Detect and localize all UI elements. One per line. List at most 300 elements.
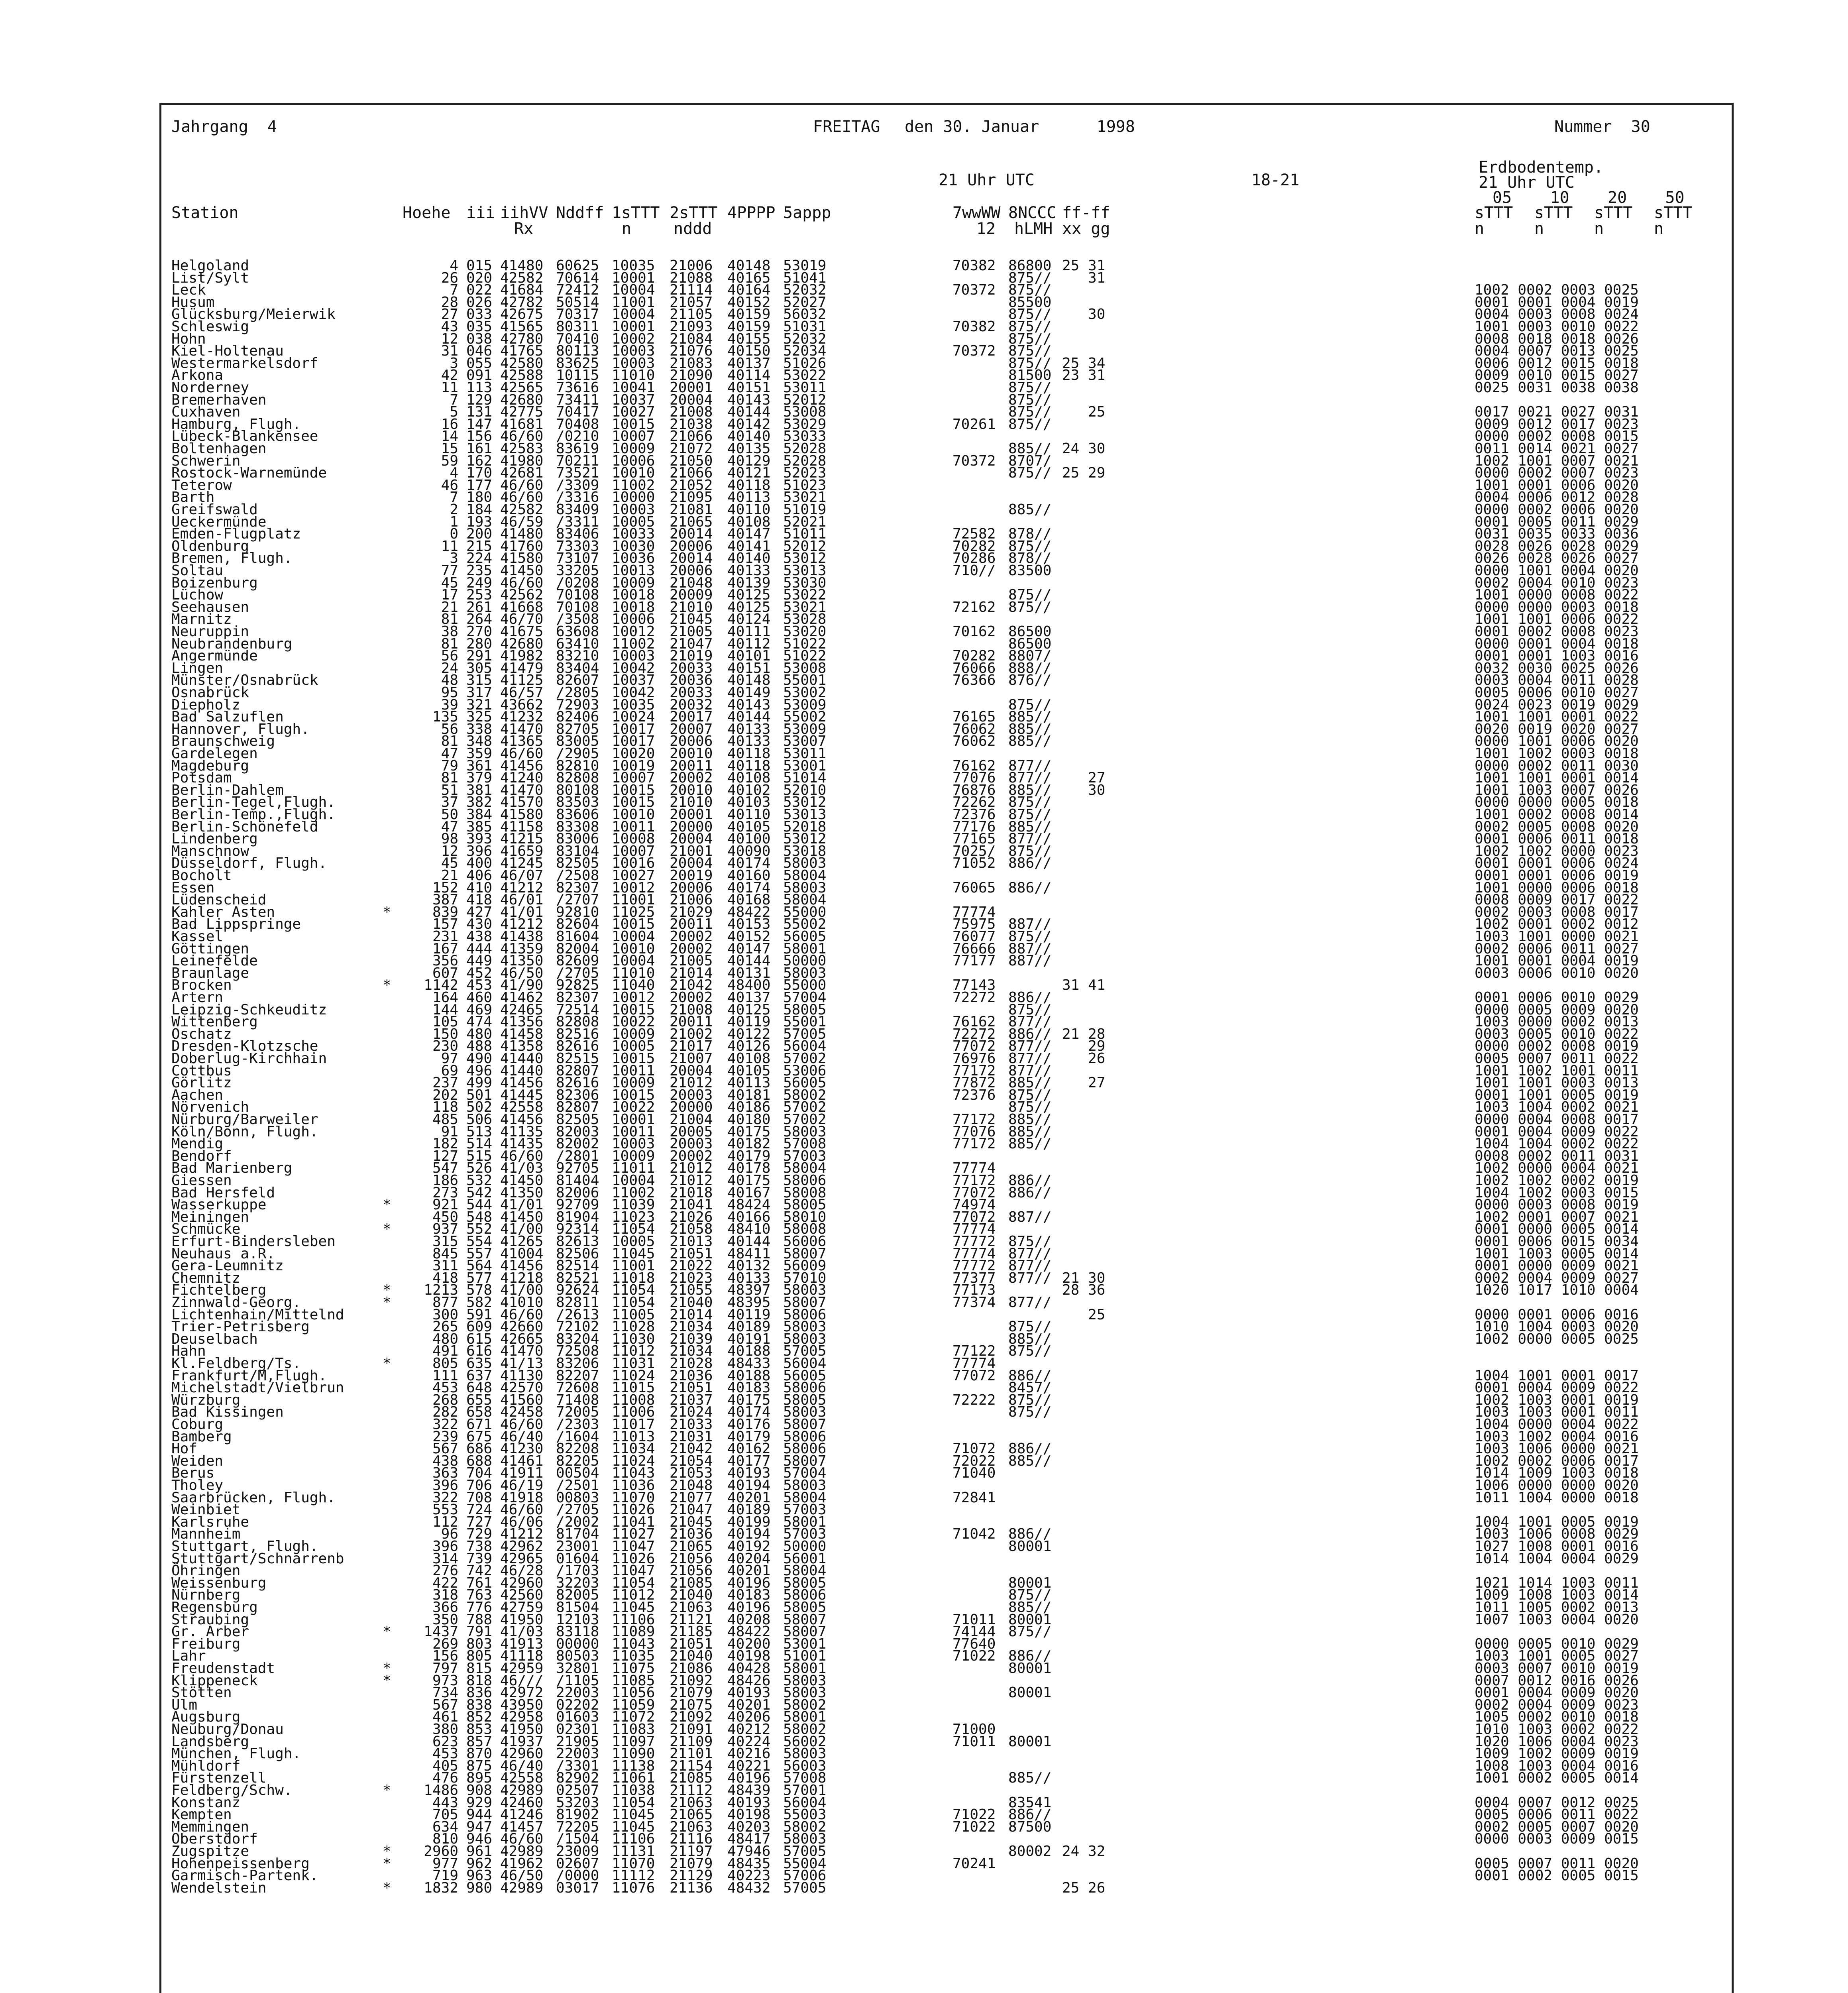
8nccc-value: 80001 — [1008, 1660, 1052, 1677]
8nccc-value: 885// — [1008, 1075, 1052, 1091]
iihvv-value: 41/00 — [500, 1282, 544, 1298]
2sttt-value: 21054 — [670, 1453, 713, 1469]
4pppp-value: 40139 — [727, 575, 771, 591]
jahrgang-label: Jahrgang 4 — [171, 118, 277, 136]
nddff-value: 63608 — [556, 623, 599, 640]
station-name: Cuxhaven — [171, 404, 241, 420]
8nccc-value: 877// — [1008, 770, 1052, 786]
iihvv-value: 42562 — [500, 587, 544, 603]
hoehe-value: 350 — [432, 1612, 458, 1628]
4pppp-value: 40186 — [727, 1099, 771, 1115]
hoehe-value: 48 — [441, 672, 458, 688]
5appp-value: 57004 — [783, 989, 827, 1006]
iii-value: 946 — [466, 1831, 493, 1847]
iii-value: 805 — [466, 1648, 493, 1664]
4pppp-value: 48400 — [727, 977, 771, 993]
1sttt-value: 11054 — [612, 1294, 655, 1311]
5appp-value: 53012 — [783, 794, 827, 810]
4pppp-value: 48417 — [727, 1831, 771, 1847]
5appp-value: 58002 — [783, 1819, 827, 1835]
soil-temp-value: 1003 1006 0008 0029 — [1475, 1526, 1639, 1542]
station-name: Oldenburg — [171, 538, 249, 554]
7wwww-value: 77072 — [952, 1185, 996, 1201]
1sttt-value: 10015 — [612, 916, 655, 932]
hoehe-value: 39 — [441, 697, 458, 713]
station-name: Berlin-Temp.,Flugh. — [171, 806, 336, 823]
5appp-value: 52010 — [783, 782, 827, 798]
soil-temp-value: 0004 0007 0013 0025 — [1475, 343, 1639, 359]
5appp-value: 58006 — [783, 1587, 827, 1603]
nddff-value: 82616 — [556, 1075, 599, 1091]
2sttt-value: 21002 — [670, 1026, 713, 1042]
2sttt-value: 20004 — [670, 855, 713, 871]
nddff-value: 70410 — [556, 331, 599, 347]
soil-temp-value: 1002 1002 0002 0019 — [1475, 1172, 1639, 1189]
2sttt-value: 21047 — [670, 636, 713, 652]
iii-value: 038 — [466, 331, 493, 347]
nddff-value: /2805 — [556, 684, 599, 701]
iihvv-value: 42675 — [500, 306, 544, 322]
soil-temp-value: 0002 0004 0010 0023 — [1475, 575, 1639, 591]
4pppp-value: 40428 — [727, 1660, 771, 1677]
1sttt-value: 10009 — [612, 1148, 655, 1164]
8nccc-value: 86500 — [1008, 623, 1052, 640]
5appp-value: 58001 — [783, 1514, 827, 1530]
station-name: Mühldorf — [171, 1758, 241, 1774]
soil-temp-value: 1008 1003 0004 0016 — [1475, 1758, 1639, 1774]
4pppp-value: 40140 — [727, 550, 771, 566]
8nccc-value: 875// — [1008, 843, 1052, 859]
mountain-marker: * — [383, 1294, 391, 1311]
iihvv-value: 46/60 — [500, 1502, 544, 1518]
7wwww-value: 71011 — [952, 1734, 996, 1750]
8nccc-value: 875// — [1008, 270, 1052, 286]
1sttt-value: 11131 — [612, 1843, 655, 1859]
8nccc-value: 80001 — [1008, 1538, 1052, 1555]
1sttt-value: 11138 — [612, 1758, 655, 1774]
iihvv-value: 41215 — [500, 831, 544, 847]
nddff-value: /2002 — [556, 1514, 599, 1530]
iii-value: 729 — [466, 1526, 493, 1542]
5appp-value: 57005 — [783, 1843, 827, 1859]
station-name: Cottbus — [171, 1063, 232, 1079]
nddff-value: 71408 — [556, 1392, 599, 1408]
nddff-value: /0000 — [556, 1867, 599, 1884]
hoehe-value: 1142 — [424, 977, 458, 993]
nddff-value: 01603 — [556, 1709, 599, 1725]
nddff-value: 83619 — [556, 440, 599, 457]
nddff-value: 23001 — [556, 1538, 599, 1555]
8nccc-value: 886// — [1008, 1648, 1052, 1664]
5appp-value: 58006 — [783, 1380, 827, 1396]
2sttt-value: 21026 — [670, 1209, 713, 1225]
7wwww-value: 76366 — [952, 672, 996, 688]
2sttt-value: 21033 — [670, 1416, 713, 1433]
iii-value: 180 — [466, 489, 493, 505]
1sttt-value: 11015 — [612, 1380, 655, 1396]
soil-temp-value: 1002 0000 0005 0025 — [1475, 1331, 1639, 1347]
1sttt-value: 11085 — [612, 1673, 655, 1689]
2sttt-value: 21053 — [670, 1465, 713, 1481]
2sttt-value: 21045 — [670, 1514, 713, 1530]
5appp-value: 58003 — [783, 1673, 827, 1689]
station-name: Diepholz — [171, 697, 241, 713]
iii-value: 552 — [466, 1221, 493, 1237]
hoehe-value: 300 — [432, 1307, 458, 1323]
station-name: Husum — [171, 294, 215, 311]
4pppp-value: 40175 — [727, 1124, 771, 1140]
iihvv-value: 41365 — [500, 733, 544, 749]
hoehe-value: 202 — [432, 1087, 458, 1103]
5appp-value: 53001 — [783, 758, 827, 774]
5appp-value: 56004 — [783, 1794, 827, 1811]
iihvv-value: 42465 — [500, 1002, 544, 1018]
iii-value: 870 — [466, 1745, 493, 1762]
8nccc-value: 85500 — [1008, 294, 1052, 311]
hoehe-value: 156 — [432, 1648, 458, 1664]
iihvv-value: 42570 — [500, 1380, 544, 1396]
5appp-value: 58003 — [783, 1831, 827, 1847]
soil-temp-value: 1001 1001 0003 0013 — [1475, 1075, 1639, 1091]
4pppp-value: 40216 — [727, 1745, 771, 1762]
2sttt-value: 20036 — [670, 672, 713, 688]
4pppp-value: 40182 — [727, 1136, 771, 1152]
5appp-value: 58003 — [783, 1331, 827, 1347]
iii-value: 688 — [466, 1453, 493, 1469]
4pppp-value: 40198 — [727, 1806, 771, 1823]
iii-value: 235 — [466, 562, 493, 579]
iii-value: 410 — [466, 880, 493, 896]
5appp-value: 56004 — [783, 1355, 827, 1372]
hoehe-value: 237 — [432, 1075, 458, 1091]
2sttt-value: 20002 — [670, 770, 713, 786]
1sttt-value: 11047 — [612, 1563, 655, 1579]
iii-value: 393 — [466, 831, 493, 847]
table-row — [0, 1833, 1848, 1845]
5appp-value: 57005 — [783, 1343, 827, 1359]
2sttt-value: 20002 — [670, 1148, 713, 1164]
5appp-value: 53022 — [783, 587, 827, 603]
1sttt-value: 10018 — [612, 599, 655, 615]
nddff-value: 82002 — [556, 1136, 599, 1152]
iii-value: 488 — [466, 1038, 493, 1054]
4pppp-value: 40188 — [727, 1368, 771, 1384]
iii-value: 280 — [466, 636, 493, 652]
8nccc-value: 887// — [1008, 1209, 1052, 1225]
5appp-value: 55003 — [783, 1806, 827, 1823]
soil-temp-value: 1003 1002 0004 0016 — [1475, 1429, 1639, 1445]
7wwww-value: 70382 — [952, 257, 996, 274]
iii-value: 480 — [466, 1026, 493, 1042]
iii-value: 853 — [466, 1721, 493, 1737]
nddff-value: 70108 — [556, 599, 599, 615]
iii-value: 444 — [466, 941, 493, 957]
2sttt-value: 21042 — [670, 1441, 713, 1457]
hoehe-value: 50 — [441, 806, 458, 823]
1sttt-value: 10015 — [612, 1087, 655, 1103]
1sttt-value: 11012 — [612, 1587, 655, 1603]
hoehe-value: 111 — [432, 1368, 458, 1384]
soil-temp-value: 0001 0005 0011 0029 — [1475, 514, 1639, 530]
soil-temp-value: 0000 0002 0008 0015 — [1475, 428, 1639, 444]
8nccc-value: 875// — [1008, 928, 1052, 945]
soil-temp-value: 1011 1005 0002 0013 — [1475, 1599, 1639, 1616]
5appp-value: 57003 — [783, 1502, 827, 1518]
station-name: Fichtelberg — [171, 1282, 267, 1298]
4pppp-value: 40196 — [727, 1770, 771, 1786]
7wwww-value: 71022 — [952, 1819, 996, 1835]
1sttt-value: 10033 — [612, 526, 655, 542]
station-name: Brocken — [171, 977, 232, 993]
hoehe-value: 144 — [432, 1002, 458, 1018]
7wwww-value: 77172 — [952, 1136, 996, 1152]
station-name: Berlin-Tegel,Flugh. — [171, 794, 336, 810]
hoehe-value: 24 — [441, 660, 458, 676]
7wwww-value: 76065 — [952, 880, 996, 896]
7wwww-value: 77774 — [952, 1355, 996, 1372]
nddff-value: 83625 — [556, 355, 599, 371]
nddff-value: 82616 — [556, 1038, 599, 1054]
5appp-value: 53011 — [783, 379, 827, 396]
1sttt-value: 10010 — [612, 465, 655, 481]
hoehe-value: 81 — [441, 770, 458, 786]
iihvv-value: 41350 — [500, 1185, 544, 1201]
nddff-value: 72903 — [556, 697, 599, 713]
nddff-value: 82808 — [556, 1014, 599, 1030]
2sttt-value: 21121 — [670, 1612, 713, 1628]
iihvv-value: 41246 — [500, 1806, 544, 1823]
4pppp-value: 40131 — [727, 965, 771, 981]
station-name: Hamburg, Flugh. — [171, 416, 301, 432]
hoehe-value: 230 — [432, 1038, 458, 1054]
4pppp-value: 40160 — [727, 867, 771, 884]
soil-temp-value: 1002 0001 0007 0021 — [1475, 1209, 1639, 1225]
5appp-value: 53030 — [783, 575, 827, 591]
7wwww-value: 77172 — [952, 1111, 996, 1128]
table-row — [0, 257, 1848, 274]
station-name: Teterow — [171, 477, 232, 493]
nddff-value: 83006 — [556, 831, 599, 847]
iii-value: 022 — [466, 282, 493, 298]
station-name: Rostock-Warnemünde — [171, 465, 327, 481]
2sttt-value: 21012 — [670, 1160, 713, 1176]
4pppp-value: 40174 — [727, 880, 771, 896]
4pppp-value: 48433 — [727, 1355, 771, 1372]
station-name: Stuttgart, Flugh. — [171, 1538, 318, 1555]
iii-value: 215 — [466, 538, 493, 554]
2sttt-value: 20004 — [670, 1063, 713, 1079]
4pppp-value: 40112 — [727, 636, 771, 652]
7wwww-value: 72376 — [952, 1087, 996, 1103]
mountain-marker: * — [383, 1282, 391, 1298]
7wwww-value: 70241 — [952, 1855, 996, 1872]
hoehe-value: 47 — [441, 745, 458, 762]
8nccc-value: 885// — [1008, 782, 1052, 798]
iii-value: 381 — [466, 782, 493, 798]
5appp-value: 58003 — [783, 1684, 827, 1701]
soil-temp-value: 1003 1001 0005 0027 — [1475, 1648, 1639, 1664]
2sttt-value: 21012 — [670, 1075, 713, 1091]
station-name: Bad Kissingen — [171, 1404, 284, 1420]
2sttt-value: 21055 — [670, 1282, 713, 1298]
7wwww-value: 70372 — [952, 282, 996, 298]
nddff-value: 23009 — [556, 1843, 599, 1859]
iii-value: 776 — [466, 1599, 493, 1616]
iii-value: 305 — [466, 660, 493, 676]
nddff-value: /2508 — [556, 867, 599, 884]
iii-value: 348 — [466, 733, 493, 749]
2sttt-value: 21056 — [670, 1563, 713, 1579]
5appp-value: 52028 — [783, 440, 827, 457]
iihvv-value: 42680 — [500, 392, 544, 408]
iii-value: 727 — [466, 1514, 493, 1530]
col-sttt-50: sTTT — [1654, 204, 1693, 222]
soil-temp-value: 0000 0002 0011 0030 — [1475, 758, 1639, 774]
2sttt-value: 21066 — [670, 465, 713, 481]
hoehe-value: 634 — [432, 1819, 458, 1835]
7wwww-value: 71042 — [952, 1526, 996, 1542]
iii-value: 836 — [466, 1684, 493, 1701]
7wwww-value: 74974 — [952, 1197, 996, 1213]
5appp-value: 58007 — [783, 1612, 827, 1628]
4pppp-value: 40151 — [727, 660, 771, 676]
2sttt-value: 20010 — [670, 745, 713, 762]
5appp-value: 50000 — [783, 953, 827, 969]
iihvv-value: 42582 — [500, 501, 544, 518]
8nccc-value: 885// — [1008, 1331, 1052, 1347]
4pppp-value: 40201 — [727, 1490, 771, 1506]
soil-temp-value: 1004 1001 0001 0017 — [1475, 1368, 1639, 1384]
4pppp-value: 40181 — [727, 1087, 771, 1103]
hoehe-value: 51 — [441, 782, 458, 798]
ff-ff-value: 26 — [1062, 1050, 1106, 1067]
nddff-value: 82207 — [556, 1368, 599, 1384]
2sttt-value: 21029 — [670, 904, 713, 920]
4pppp-value: 40193 — [727, 1794, 771, 1811]
1sttt-value: 11089 — [612, 1623, 655, 1640]
col-sttt-05: sTTT — [1475, 204, 1513, 222]
1sttt-value: 10037 — [612, 672, 655, 688]
iii-value: 315 — [466, 672, 493, 688]
station-name: Boltenhagen — [171, 440, 267, 457]
1sttt-value: 10042 — [612, 660, 655, 676]
iihvv-value: 42665 — [500, 1331, 544, 1347]
station-name: Neuhaus a.R. — [171, 1246, 275, 1262]
4pppp-value: 40118 — [727, 745, 771, 762]
hoehe-value: 322 — [432, 1490, 458, 1506]
7wwww-value: 70286 — [952, 550, 996, 566]
soil-temp-value: 0000 0003 0009 0015 — [1475, 1831, 1639, 1847]
hoehe-value: 453 — [432, 1380, 458, 1396]
4pppp-value: 40221 — [727, 1758, 771, 1774]
2sttt-value: 21105 — [670, 306, 713, 322]
5appp-value: 56005 — [783, 1075, 827, 1091]
iii-value: 502 — [466, 1099, 493, 1115]
station-name: Berlin-Schönefeld — [171, 819, 318, 835]
iihvv-value: 41470 — [500, 1343, 544, 1359]
iihvv-value: 41/13 — [500, 1355, 544, 1372]
hoehe-value: 4 — [450, 465, 458, 481]
2sttt-value: 21072 — [670, 440, 713, 457]
5appp-value: 58003 — [783, 965, 827, 981]
7wwww-value: 70282 — [952, 648, 996, 664]
1sttt-value: 11025 — [612, 904, 655, 920]
col-n: n — [622, 220, 632, 238]
7wwww-value: 76666 — [952, 941, 996, 957]
nddff-value: 92314 — [556, 1221, 599, 1237]
2sttt-value: 21014 — [670, 965, 713, 981]
2sttt-value: 21057 — [670, 294, 713, 311]
4pppp-value: 40179 — [727, 1148, 771, 1164]
hoehe-value: 318 — [432, 1587, 458, 1603]
soil-temp-value: 0004 0007 0012 0025 — [1475, 1794, 1639, 1811]
utc-label: 21 Uhr UTC — [939, 171, 1035, 189]
5appp-value: 51031 — [783, 318, 827, 335]
iihvv-value: 42958 — [500, 1709, 544, 1725]
nddff-value: 72102 — [556, 1319, 599, 1335]
iii-value: 803 — [466, 1636, 493, 1652]
hoehe-value: 16 — [441, 416, 458, 432]
7wwww-value: 72841 — [952, 1490, 996, 1506]
hoehe-value: 443 — [432, 1794, 458, 1811]
date-label: den 30. Januar 1998 — [905, 118, 1135, 136]
hoehe-value: 95 — [441, 684, 458, 701]
hoehe-value: 37 — [441, 794, 458, 810]
iii-value: 384 — [466, 806, 493, 823]
8nccc-value: 875// — [1008, 1002, 1052, 1018]
station-name: Konstanz — [171, 1794, 241, 1811]
nddff-value: /2613 — [556, 1307, 599, 1323]
1sttt-value: 10010 — [612, 806, 655, 823]
2sttt-value: 21031 — [670, 1429, 713, 1445]
2sttt-value: 21095 — [670, 489, 713, 505]
station-name: Öhringen — [171, 1563, 241, 1579]
1sttt-value: 10015 — [612, 782, 655, 798]
8nccc-value: 87500 — [1008, 1819, 1052, 1835]
hoehe-value: 7 — [450, 282, 458, 298]
5appp-value: 51001 — [783, 1648, 827, 1664]
5appp-value: 53012 — [783, 831, 827, 847]
4pppp-value: 40125 — [727, 587, 771, 603]
station-name: Weinbiet — [171, 1502, 241, 1518]
7wwww-value: 77076 — [952, 1124, 996, 1140]
soil-temp-value: 1014 1004 0004 0029 — [1475, 1551, 1639, 1567]
1sttt-value: 10020 — [612, 745, 655, 762]
1sttt-value: 11023 — [612, 1209, 655, 1225]
5appp-value: 58007 — [783, 1246, 827, 1262]
5appp-value: 58003 — [783, 1404, 827, 1420]
station-name: Schleswig — [171, 318, 249, 335]
2sttt-value: 21022 — [670, 1258, 713, 1274]
5appp-value: 53022 — [783, 367, 827, 383]
nddff-value: 83210 — [556, 648, 599, 664]
7wwww-value: 76066 — [952, 660, 996, 676]
hoehe-value: 97 — [441, 1050, 458, 1067]
8nccc-value: 875// — [1008, 587, 1052, 603]
nddff-value: 72514 — [556, 1002, 599, 1018]
2sttt-value: 20002 — [670, 941, 713, 957]
1sttt-value: 10003 — [612, 343, 655, 359]
1sttt-value: 10012 — [612, 880, 655, 896]
5appp-value: 58004 — [783, 1490, 827, 1506]
nddff-value: 70417 — [556, 404, 599, 420]
2sttt-value: 21001 — [670, 843, 713, 859]
1sttt-value: 10009 — [612, 1026, 655, 1042]
5appp-value: 53006 — [783, 1063, 827, 1079]
8nccc-value: 875// — [1008, 1623, 1052, 1640]
iihvv-value: 42780 — [500, 331, 544, 347]
5appp-value: 53009 — [783, 721, 827, 737]
